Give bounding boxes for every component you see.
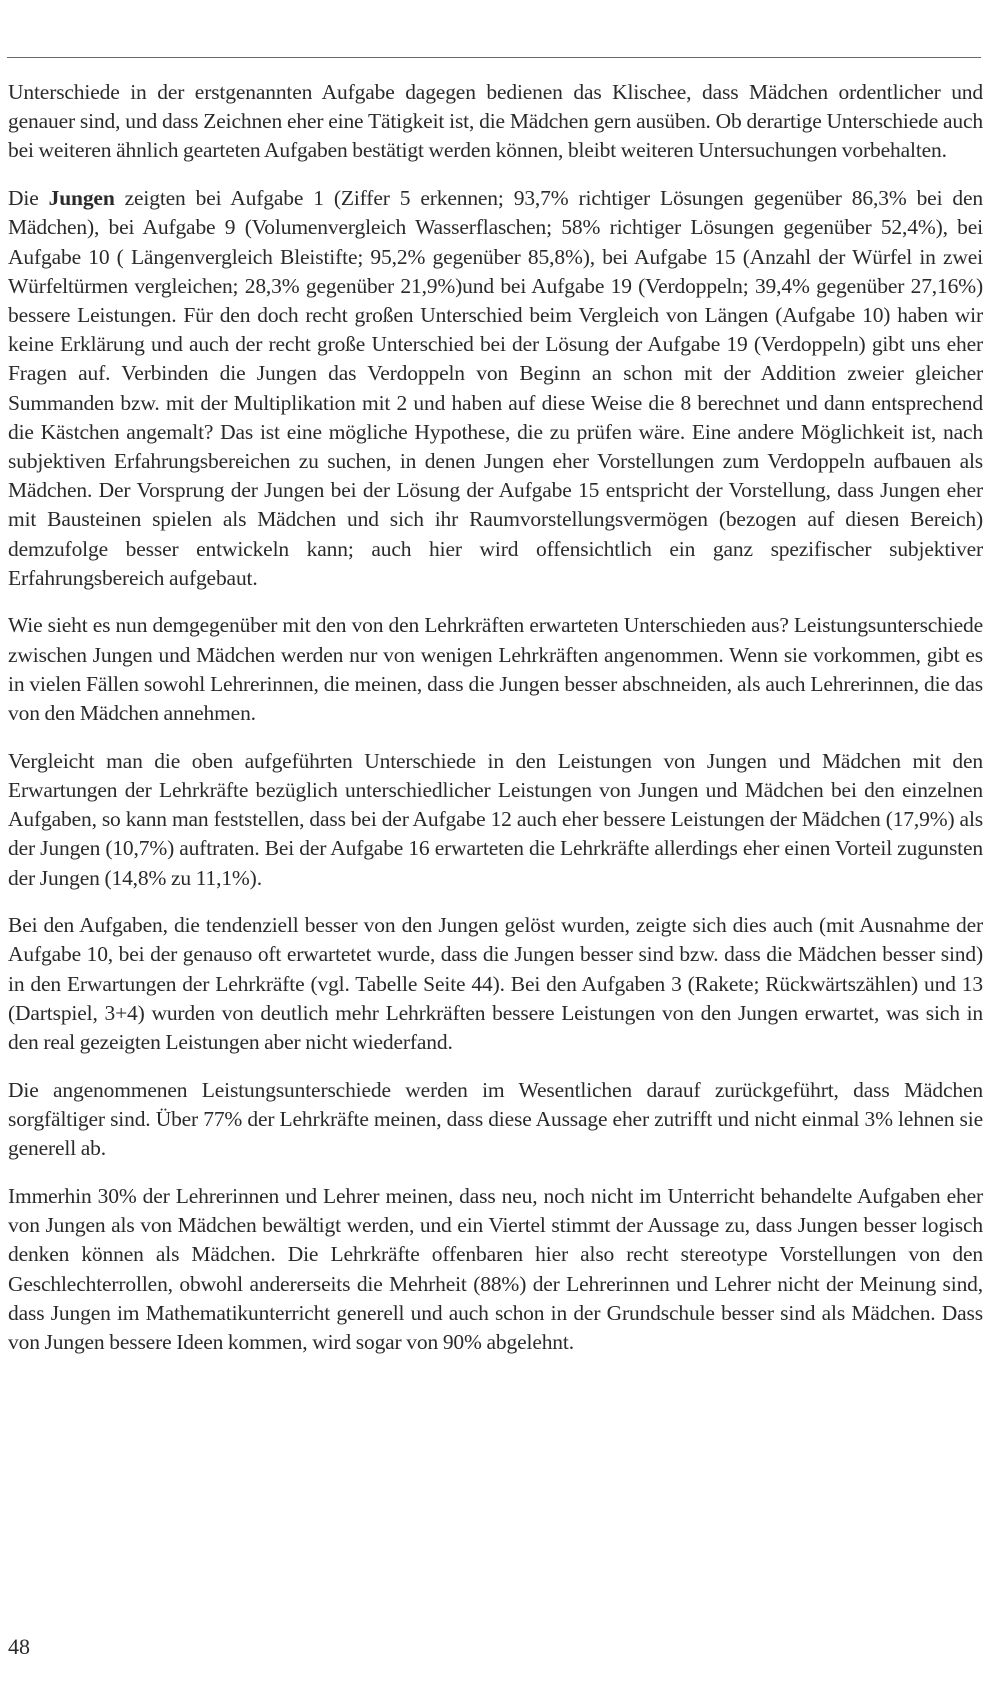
paragraph-text: Immerhin 30% der Lehrerinnen und Lehrer meinen, dass neu, noch nicht im Unterricht behandelte Aufgaben eher von Jungen als von Mädchen bewältigt werden, und ein Viertel stimmt der Aussage zu, dass Jungen besser logisch denken können als Mädchen. Die Lehrkräfte offenbaren hier also recht stereotype Vorstellungen von den Geschlechterrollen, obwohl andererseits die Mehrheit (88%) der Lehrerinnen und Lehrer nicht der Meinung sind, dass Jungen im Mathematikunterricht generell und auch schon in der Grundschule besser sind als Mädchen. Dass von Jungen bessere Ideen kommen, wird sogar von 90% abgelehnt.: [8, 1183, 983, 1354]
paragraph-boys-tasks: [8, 911, 983, 1057]
paragraph-text: zeigten bei Aufgabe 1 (Ziffer 5 erkennen; 93,7% richtiger Lösungen gegenüber 86,3% bei den Mädchen), bei Aufgabe 9 (Volumenvergleich Wasserflaschen; 58% richtiger Lösungen gegenüber 52,4%), bei Aufgabe 10 ( Längenvergleich Bleistifte; 95,2% gegenüber 85,8%), bei Aufgabe 15 (Anzahl der Würfel in zwei Würfeltürmen vergleichen; 28,3% gegenüber 21,9%)und bei Aufgabe 19 (Verdoppeln; 39,4% gegenüber 27,16%) bessere Leistungen. Für den doch recht großen Unterschied beim Vergleich von Längen (Aufgabe 10) haben wir keine Erklärung und auch der recht große Unterschied bei der Lösung der Aufgabe 19 (Verdoppeln) gibt uns eher Fragen auf. Verbinden die Jungen das Verdoppeln von Beginn an schon mit der Addition zweier gleicher Summanden bzw. mit der Multiplikation mit 2 und haben auf diese Weise die 8 berechnet und dann entsprechend die Kästchen angemalt? Das ist eine mögliche Hypothese, die zu prüfen wäre. Eine andere Möglichkeit ist, nach subjektiven Erfahrungsbereichen zu suchen, in denen Jungen eher Vorstellungen zum Verdoppeln aufbauen als Mädchen. Der Vorsprung der Jungen bei der Lösung der Aufgabe 15 entspricht der Vorstellung, dass Jungen eher mit Bausteinen spielen als Mädchen und sich ihr Raumvorstellungsvermögen (bezogen auf diesen Bereich) demzufolge besser entwickeln kann; auch hier wird offensichtlich ein ganz spezifischer subjektiver Erfahrungsbereich aufgebaut.: [8, 186, 983, 590]
paragraph-boys-results: [8, 184, 983, 593]
paragraph-lead: Die: [8, 186, 49, 211]
header-rule: [7, 57, 981, 58]
paragraph-text: Unterschiede in der erstgenannten Aufgabe dagegen bedienen das Klischee, dass Mädchen ordentlicher und genauer sind, und dass Zeichnen eher eine Tätigkeit ist, die Mädchen gern ausüben. Ob derartige Unterschiede auch bei weiteren ähnlich gearteten Aufgaben bestätigt werden können, bleibt weiteren Untersuchungen vorbehalten.: [8, 80, 983, 163]
paragraph-comparison: [8, 747, 983, 893]
paragraph-stereotypes: [8, 1182, 983, 1357]
paragraph-text: Bei den Aufgaben, die tendenziell besser von den Jungen gelöst wurden, zeigte sich dies auch (mit Ausnahme der Aufgabe 10, bei der genauso oft erwartetet wurde, dass die Jungen besser sind bzw. dass die Mädchen besser sind) in den Erwartungen der Lehrkräfte (vgl. Tabelle Seite 44). Bei den Aufgaben 3 (Rakete; Rückwärtszählen) und 13 (Dartspiel, 3+4) wurden von deutlich mehr Lehrkräften bessere Leistungen von den Jungen erwartet, was sich in den real gezeigten Leistungen aber nicht wiederfand.: [8, 913, 983, 1055]
paragraph-stereotype-drawing: [8, 78, 983, 166]
paragraph-text: Die angenommenen Leistungsunterschiede werden im Wesentlichen darauf zurückgeführt, dass Mädchen sorgfältiger sind. Über 77% der Lehrkräfte meinen, dass diese Aussage eher zutrifft und nicht einmal 3% lehnen sie generell ab.: [8, 1077, 983, 1161]
paragraph-teacher-expectations: [8, 611, 983, 728]
paragraph-text: Vergleicht man die oben aufgeführten Unterschiede in den Leistungen von Jungen und Mädchen mit den Erwartungen der Lehrkräfte bezüglich unterschiedlicher Leistungen von Jungen und Mädchen bei den einzelnen Aufgaben, so kann man feststellen, dass bei der Aufgabe 12 auch eher bessere Leistungen der Mädchen (17,9%) als der Jungen (10,7%) auftraten. Bei der Aufgabe 16 erwarteten die Lehrkräfte allerdings eher einen Vorteil zugunsten der Jungen (14,8% zu 11,1%).: [8, 748, 983, 890]
paragraph-carefulness: [8, 1076, 983, 1164]
paragraph-text: Wie sieht es nun demgegenüber mit den von den Lehrkräften erwarteten Unterschieden aus? Leistungsunterschiede zwischen Jungen und Mädchen werden nur von wenigen Lehrkräften angenommen. Wenn sie vorkommen, gibt es in vielen Fällen sowohl Lehrerinnen, die meinen, dass die Jungen besser abschneiden, als auch Lehrerinnen, die das von den Mädchen annehmen.: [8, 613, 983, 726]
emphasis-jungen: Jungen: [48, 186, 115, 211]
page-number: 48: [8, 1634, 30, 1659]
page-body: [8, 78, 983, 1357]
